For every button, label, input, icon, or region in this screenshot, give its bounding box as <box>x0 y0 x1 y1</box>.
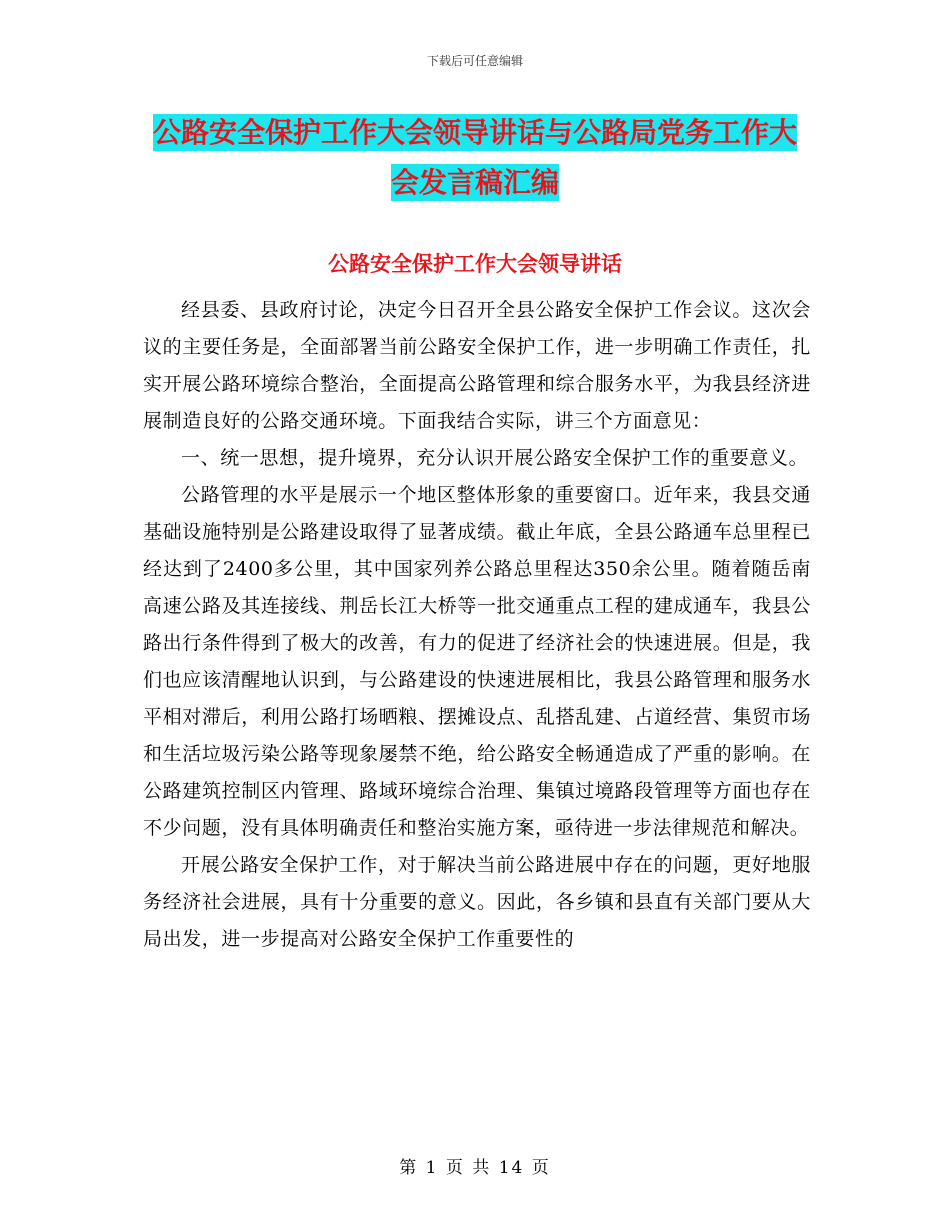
paragraph: 一、统一思想，提升境界，充分认识开展公路安全保护工作的重要意义。 <box>181 447 809 469</box>
body-text <box>143 292 811 958</box>
paragraph: 开展公路安全保护工作，对于解决当前公路进展中存在的问题，更好地服务经济社会进展，具有十分重要的意义。因此，各乡镇和县直有关部门要从大局出发，进一步提高对公路安全保护工作重要性的 <box>143 854 811 950</box>
document-title <box>140 108 810 208</box>
page-footer: 第 1 页 共 14 页 <box>399 1158 551 1178</box>
section-title: 公路安全保护工作大会领导讲话 <box>328 252 622 276</box>
header-note: 下载后可任意编辑 <box>426 54 523 68</box>
paragraph: 经县委、县政府讨论，决定今日召开全县公路安全保护工作会议。这次会议的主要任务是，全面部署当前公路安全保护工作，进一步明确工作责任，扎实开展公路环境综合整治，全面提高公路管理和综合服务水平，为我县经济进展制造良好的公路交通环境。下面我结合实际，讲三个方面意见： <box>143 299 811 432</box>
paragraph: 公路管理的水平是展示一个地区整体形象的重要窗口。近年来，我县交通基础设施特别是公路建设取得了显著成绩。截止年底，全县公路通车总里程已经达到了2400多公里，其中国家列养公路总里程达350余公里。随着随岳南高速公路及其连接线、荆岳长江大桥等一批交通重点工程的建成通车，我县公路出行条件得到了极大的改善，有力的促进了经济社会的快速进展。但是，我们也应该清醒地认识到，与公路建设的快速进展相比，我县公路管理和服务水平相对滞后，利用公路打场晒粮、摆摊设点、乱搭乱建、占道经营、集贸市场和生活垃圾污染公路等现象屡禁不绝，给公路安全畅通造成了严重的影响。在公路建筑控制区内管理、路域环境综合治理、集镇过境路段管理等方面也存在不少问题，没有具体明确责任和整治实施方案，亟待进一步法律规范和解决。 <box>143 484 811 839</box>
document-title-text: 公路安全保护工作大会领导讲话与公路局党务工作大会发言稿汇编 <box>152 116 797 199</box>
